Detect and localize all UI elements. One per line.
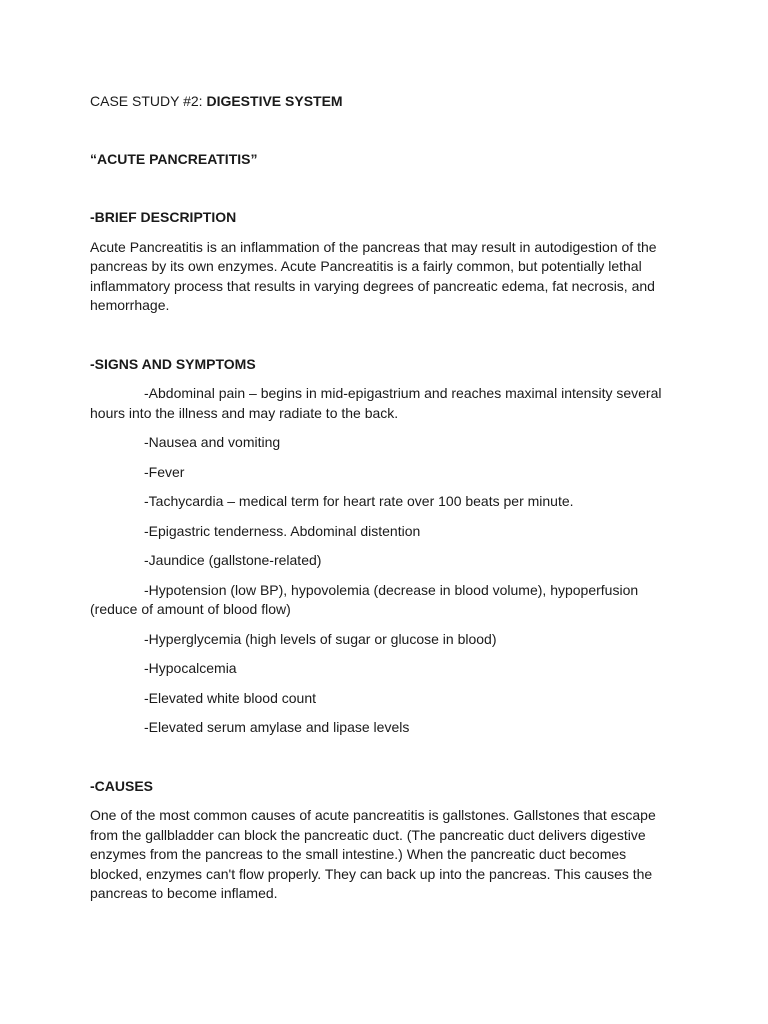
brief-description-heading: -BRIEF DESCRIPTION [90,209,237,225]
document-subtitle: “ACUTE PANCREATITIS” [90,150,258,167]
list-item: -Hypotension (low BP), hypovolemia (decrease in blood volume), hypoperfusion (reduce of amount of blood flow) [90,581,639,617]
list-item: -Nausea and vomiting [144,434,281,450]
list-item: -Fever [144,463,185,480]
list-item: -Hyperglycemia (high levels of sugar or glucose in blood) [144,630,497,647]
causes-body: One of the most common causes of acute pancreatitis is gallstones. Gallstones that escape from the gallbladder can block the pancreatic duct. (The pancreatic duct delivers digestive enzymes from the pancreas to the small intestine.) When the pancreatic duct becomes blocked, enzymes can't flow properly. They can back up into the pancreas. This causes the pancreas to become inflamed. [90,807,656,901]
causes-heading: -CAUSES [90,777,154,794]
list-item: -Abdominal pain – begins in mid-epigastrium and reaches maximal intensity several hours into the illness and may radiate to the back. [90,385,662,421]
symptoms-list [90,384,678,738]
list-item: -Elevated white blood count [144,689,316,706]
list-item: -Hypocalcemia [144,660,237,676]
signs-symptoms-heading: -SIGNS AND SYMPTOMS [90,355,256,372]
case-study-topic: DIGESTIVE SYSTEM [206,93,343,109]
case-study-prefix: CASE STUDY #2: [90,93,207,109]
brief-description-body: Acute Pancreatitis is an inflammation of the pancreas that may result in autodigestion of the pancreas by its own enzymes. Acute Pancreatitis is a fairly common, but potentially lethal inflammatory process that results in varying degrees of pancreatic edema, fat necrosis, and hemorrhage. [90,238,657,313]
list-item: -Jaundice (gallstone-related) [144,552,322,568]
list-item: -Epigastric tenderness. Abdominal distention [144,522,421,539]
list-item: -Elevated serum amylase and lipase levels [144,719,410,735]
list-item: -Tachycardia – medical term for heart rate over 100 beats per minute. [144,493,574,509]
case-study-title [90,92,678,112]
